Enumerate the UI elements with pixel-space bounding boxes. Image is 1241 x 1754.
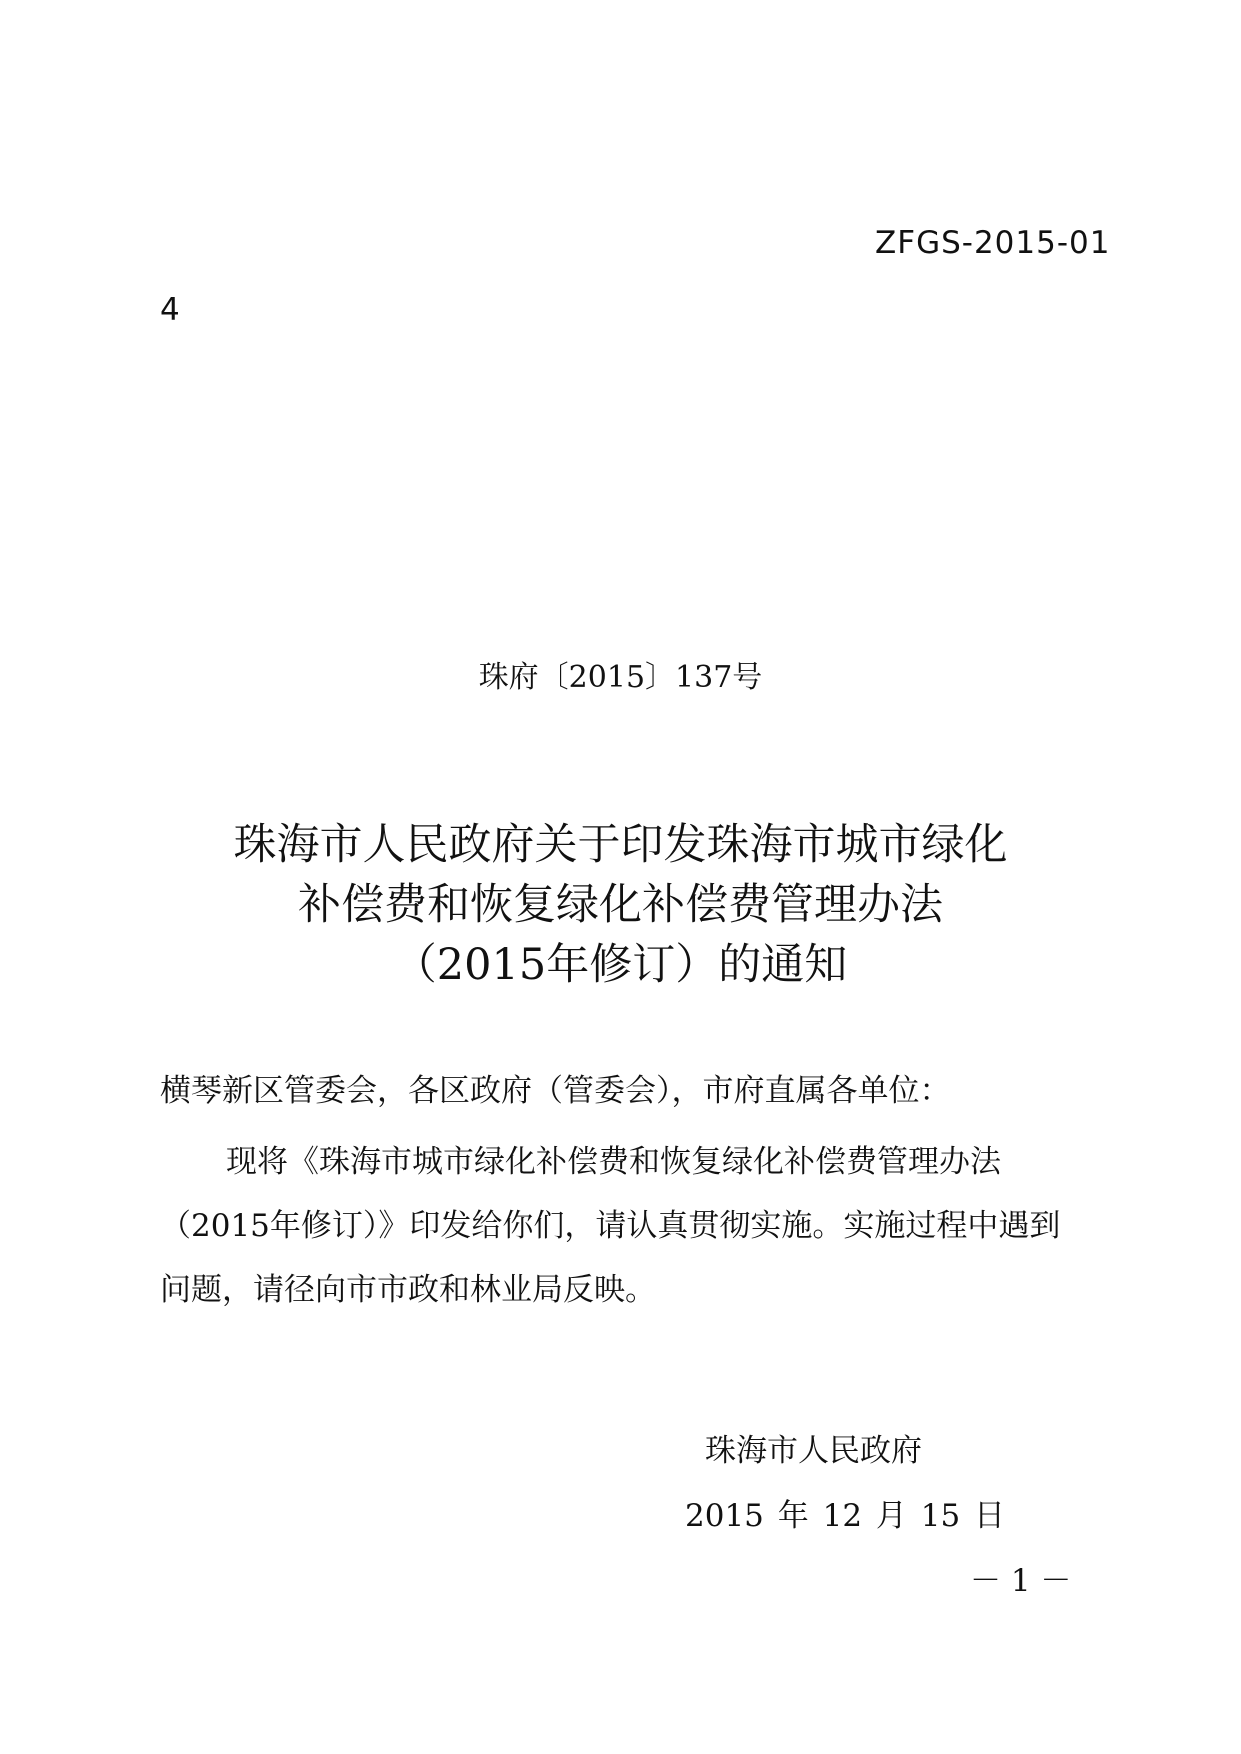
document-code-continuation: 4 (160, 292, 180, 328)
body-line-2: （2015年修订）》印发给你们，请认真贯彻实施。实施过程中遇到 (160, 1208, 1061, 1244)
salutation: 横琴新区管委会，各区政府（管委会），市府直属各单位： (160, 1073, 951, 1109)
body-paragraph (160, 1130, 1090, 1322)
signature-organization: 珠海市人民政府 (705, 1433, 922, 1469)
body-line-1: 现将《珠海市城市绿化补偿费和恢复绿化补偿费管理办法 (226, 1144, 1001, 1180)
body-line-3: 问题，请径向市市政和林业局反映。 (160, 1272, 656, 1308)
document-number: 珠府〔2015〕137号 (478, 660, 763, 695)
title-line-1: 珠海市人民政府关于印发珠海市城市绿化 (233, 820, 1008, 870)
document-code: ZFGS-2015-01 (875, 225, 1111, 261)
page-number: － 1 － (970, 1563, 1072, 1599)
signature-date: 2015 年 12 月 15 日 (685, 1498, 1006, 1534)
document-title (0, 815, 1241, 995)
title-line-3: （2015年修订）的通知 (393, 940, 848, 990)
title-line-2: 补偿费和恢复绿化补偿费管理办法 (298, 880, 943, 930)
